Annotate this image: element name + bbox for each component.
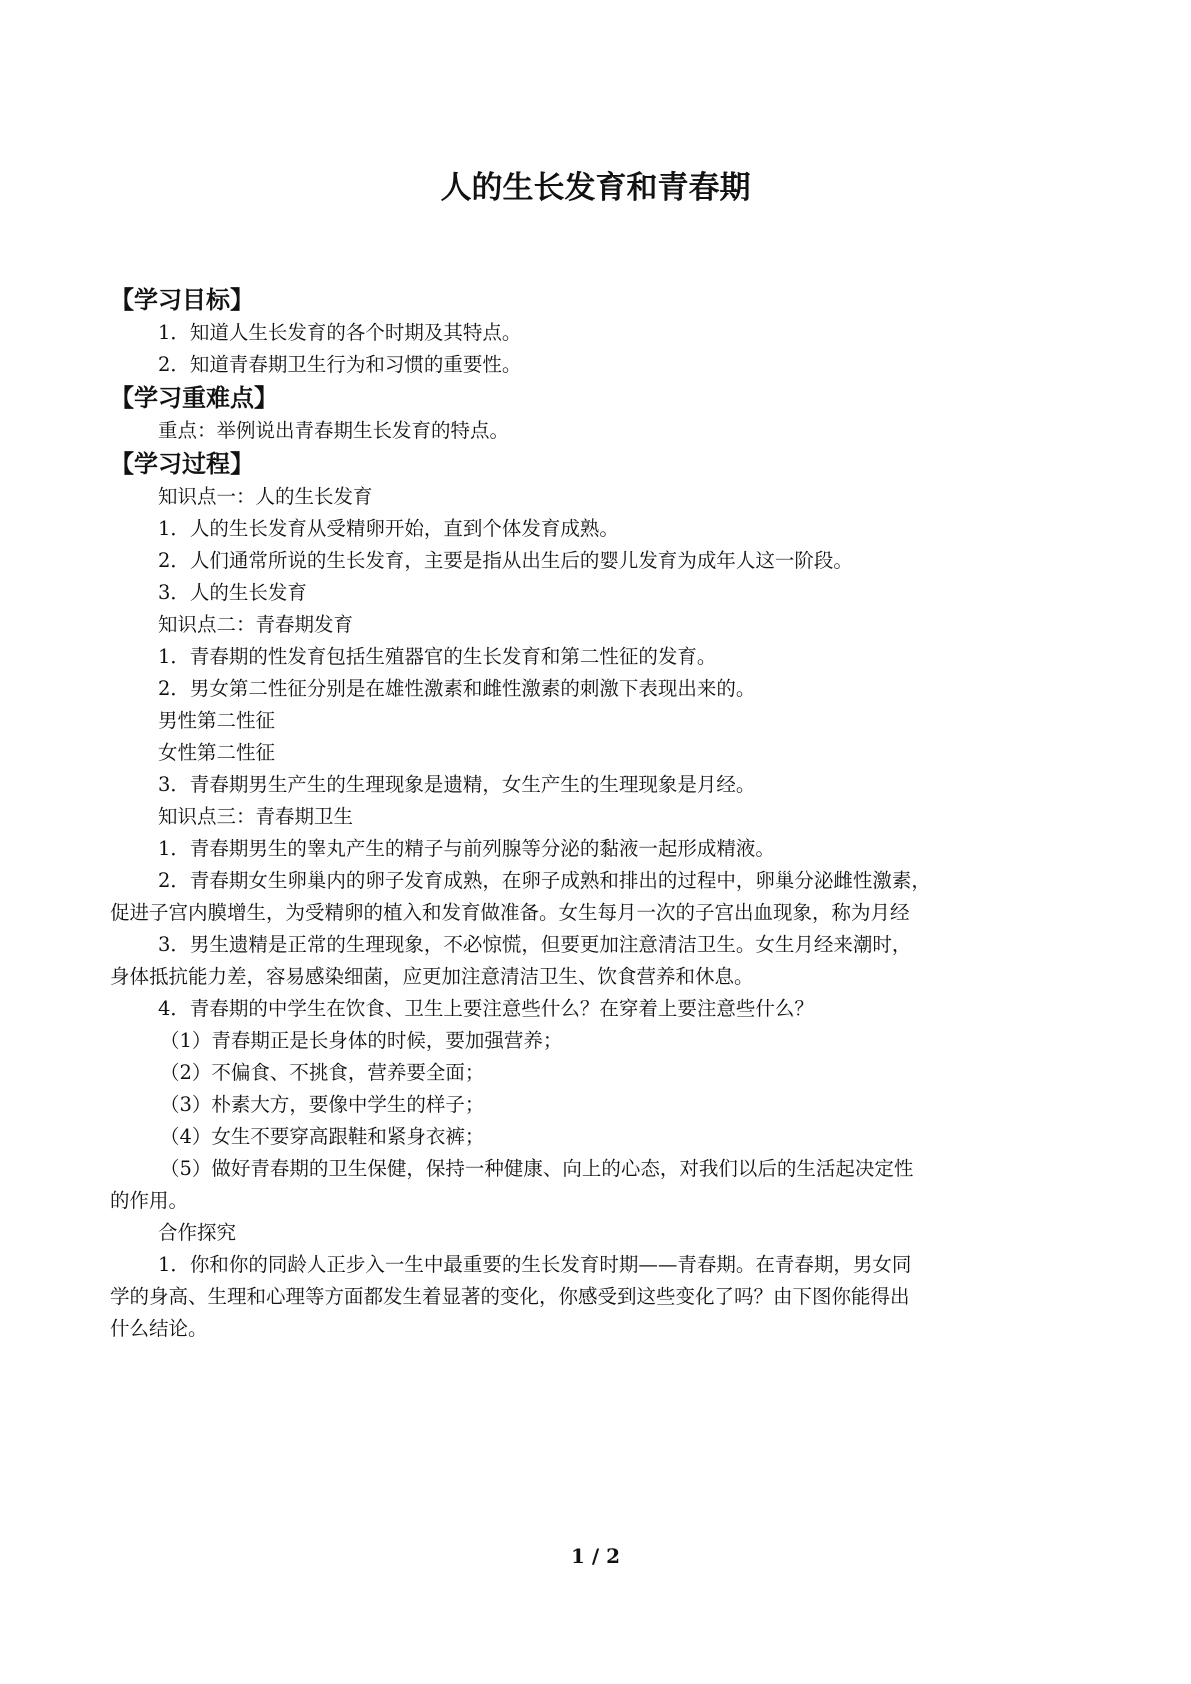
text-line: 女性第二性征 <box>158 741 276 764</box>
text-line: 促进子宫内膜增生，为受精卵的植入和发育做准备。女生每月一次的子宫出血现象，称为月经 <box>110 901 910 924</box>
text-line: 1．人的生长发育从受精卵开始，直到个体发育成熟。 <box>158 517 619 540</box>
text-line: 2．青春期女生卵巢内的卵子发育成熟，在卵子成熟和排出的过程中，卵巢分泌雌性激素， <box>158 869 931 892</box>
text-line: （2）不偏食、不挑食，营养要全面； <box>160 1061 485 1084</box>
text-line: 4．青春期的中学生在饮食、卫生上要注意些什么？在穿着上要注意些什么？ <box>158 997 814 1020</box>
text-line: （3）朴素大方，要像中学生的样子； <box>160 1093 485 1116</box>
text-line: 3．男生遗精是正常的生理现象，不必惊慌，但要更加注意清洁卫生。女生月经来潮时， <box>158 933 912 956</box>
text-line: 2．男女第二性征分别是在雄性激素和雌性激素的刺激下表现出来的。 <box>158 677 756 700</box>
text-line: 学的身高、生理和心理等方面都发生着显著的变化，你感受到这些变化了吗？由下图你能得出 <box>110 1285 910 1308</box>
text-line: 的作用。 <box>110 1189 189 1212</box>
text-line: 男性第二性征 <box>158 709 276 732</box>
text-line: 身体抵抗能力差，容易感染细菌，应更加注意清洁卫生、饮食营养和休息。 <box>110 965 754 988</box>
text-line: 知识点一：人的生长发育 <box>158 485 373 508</box>
text-line: 1．青春期的性发育包括生殖器官的生长发育和第二性征的发育。 <box>158 645 717 668</box>
text-line: 知识点三：青春期卫生 <box>158 805 354 828</box>
page-number: 1 / 2 <box>570 1544 621 1568</box>
text-line: 3．人的生长发育 <box>158 581 307 604</box>
text-line: 知识点二：青春期发育 <box>158 613 354 636</box>
text-line: 重点：举例说出青春期生长发育的特点。 <box>158 419 510 442</box>
text-line: 2．人们通常所说的生长发育，主要是指从出生后的婴儿发育为成年人这一阶段。 <box>158 549 853 572</box>
text-line: 2．知道青春期卫生行为和习惯的重要性。 <box>158 353 522 376</box>
text-line: （5）做好青春期的卫生保健，保持一种健康、向上的心态，对我们以后的生活起决定性 <box>160 1157 914 1180</box>
text-line: 1．青春期男生的睾丸产生的精子与前列腺等分泌的黏液一起形成精液。 <box>158 837 775 860</box>
section-heading: 【学习过程】 <box>110 450 254 478</box>
document-body <box>110 283 1090 1345</box>
text-line: 3．青春期男生产生的生理现象是遗精，女生产生的生理现象是月经。 <box>158 773 756 796</box>
text-line: 合作探究 <box>158 1221 237 1244</box>
text-line: （4）女生不要穿高跟鞋和紧身衣裤； <box>160 1125 485 1148</box>
text-line: （1）青春期正是长身体的时候，要加强营养； <box>160 1029 563 1052</box>
document-title: 人的生长发育和青春期 <box>440 170 751 206</box>
section-heading: 【学习重难点】 <box>110 384 278 412</box>
section-heading: 【学习目标】 <box>110 286 254 314</box>
text-line: 1．知道人生长发育的各个时期及其特点。 <box>158 321 522 344</box>
text-line: 1．你和你的同龄人正步入一生中最重要的生长发育时期——青春期。在青春期，男女同 <box>158 1253 912 1276</box>
text-line: 什么结论。 <box>110 1317 208 1340</box>
